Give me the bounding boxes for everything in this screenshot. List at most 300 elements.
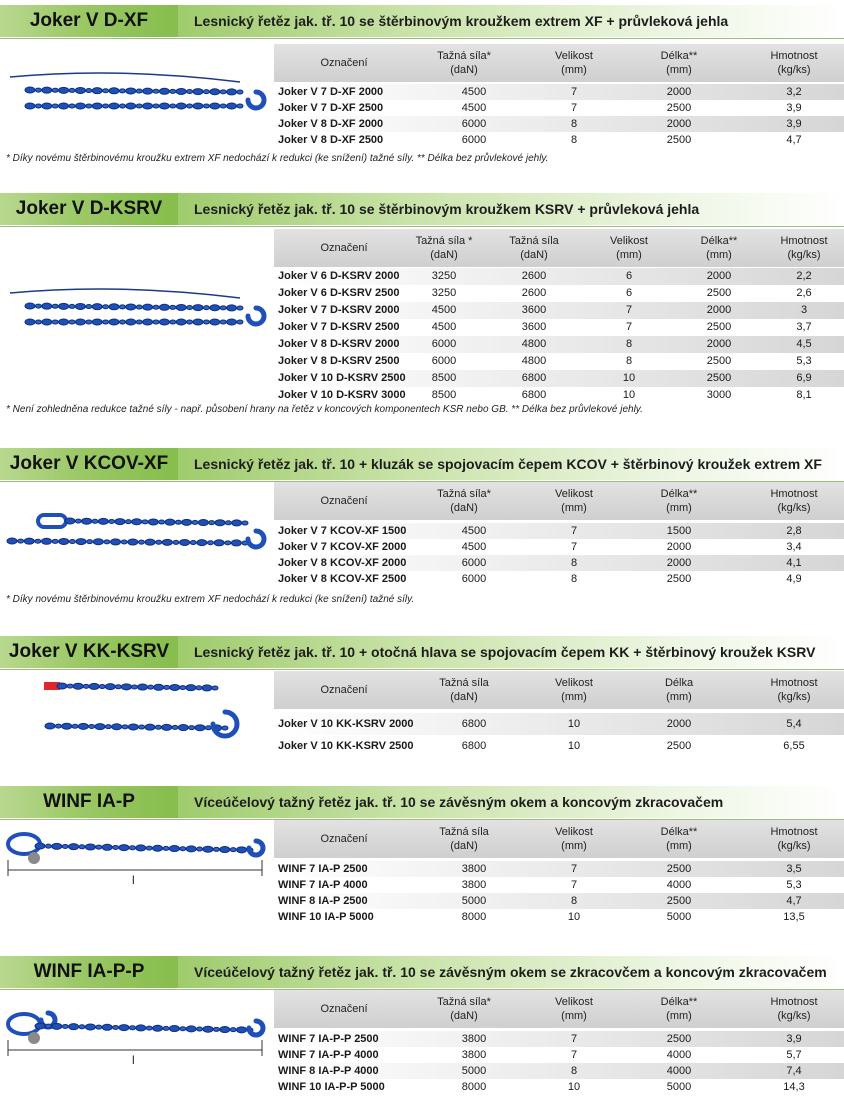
chain-link (213, 847, 219, 851)
table-cell: 6800 (461, 718, 487, 730)
table-row (274, 523, 844, 539)
column-header (629, 990, 729, 1028)
chain-link (143, 304, 153, 310)
column-header (294, 671, 394, 709)
chain-link (75, 87, 85, 93)
chain-link (187, 90, 193, 94)
table-row (274, 571, 844, 587)
chain-link (148, 685, 154, 689)
chain-link (96, 1025, 102, 1029)
chain-link (119, 845, 129, 851)
column-header-label: Hmotnost (770, 826, 818, 838)
table-cell: 6000 (461, 118, 487, 130)
table-cell: 3,2 (786, 86, 802, 98)
table-cell: 2000 (666, 718, 692, 730)
table-cell: 3800 (461, 1049, 487, 1061)
product-code: Joker V 7 D-KSRV 2000 (278, 304, 400, 316)
table-row (274, 555, 844, 571)
table-row (274, 268, 844, 285)
product-badge: WINF IA-P (0, 786, 178, 818)
column-header (524, 820, 624, 858)
table-cell: 6000 (461, 134, 487, 146)
product-code: WINF 7 IA-P-P 4000 (278, 1049, 379, 1061)
table-cell: 2000 (666, 118, 692, 130)
table-cell: 7 (570, 86, 578, 98)
chain-link (119, 305, 125, 309)
table-cell: 2500 (666, 134, 692, 146)
table-row (274, 353, 844, 370)
chain-link (230, 1028, 236, 1032)
chain-link (35, 320, 41, 324)
chain-link (65, 518, 75, 524)
column-header (414, 671, 514, 709)
chain-link (62, 723, 72, 729)
column-header-label: Hmotnost (770, 488, 818, 500)
chain-link (225, 521, 231, 525)
table-cell: 2500 (666, 573, 692, 585)
chain-link (113, 845, 119, 849)
chain-link (85, 844, 95, 850)
table-cell: 5000 (461, 1065, 487, 1077)
table-cell: 5,7 (786, 1049, 802, 1061)
chain-link (213, 1027, 219, 1031)
column-header-label: Označení (320, 833, 368, 845)
chain-link (187, 104, 193, 108)
table-cell: 8000 (461, 1081, 487, 1093)
column-header-label: Délka** (660, 488, 698, 500)
section-title: Lesnický řetěz jak. tř. 10 + kluzák se spojovacím čepem KCOV + štěrbinový kroužek extrem XF (194, 456, 822, 472)
chain-link (176, 88, 186, 94)
section-title: Lesnický řetěz jak. tř. 10 + otočná hlava se spojovacím čepem KK + štěrbinový kroužek KSRV (194, 644, 816, 660)
column-header-label: Délka** (660, 826, 698, 838)
column-header-unit: (daN) (520, 249, 548, 261)
chain-link (210, 103, 220, 109)
chain-link (75, 319, 85, 325)
product-code: Joker V 7 D-XF 2000 (278, 86, 384, 98)
chain-link (227, 319, 237, 325)
chain-link (197, 540, 207, 546)
chain-link (148, 519, 158, 525)
chain-link (52, 104, 58, 108)
chain-link (45, 723, 55, 729)
chain-link (45, 844, 51, 848)
table-cell: 10 (567, 911, 581, 923)
chain-link (99, 685, 105, 689)
chain-link (59, 319, 69, 325)
table-cell: 7 (570, 525, 578, 537)
table-row (274, 132, 844, 148)
chain-link (119, 320, 125, 324)
chain-link (126, 88, 136, 94)
table-cell: 7 (625, 304, 633, 316)
hook-icon (248, 531, 264, 547)
chain-link (180, 686, 186, 690)
chain-link (136, 1025, 146, 1031)
chain-link (237, 90, 243, 94)
chain-link (159, 319, 169, 325)
chain-link (121, 684, 131, 690)
section-header (0, 636, 844, 668)
product-code: Joker V 8 D-XF 2500 (278, 134, 384, 146)
chain-link (146, 846, 152, 850)
chain-link (75, 303, 85, 309)
product-code: Joker V 10 D-KSRV 2500 (278, 372, 406, 384)
chain-link (35, 104, 41, 108)
section-header (0, 5, 844, 37)
table-row (274, 1063, 844, 1079)
table-cell: 2500 (666, 740, 692, 752)
table-cell: 8500 (431, 389, 457, 401)
column-header-unit: (kg/ks) (777, 502, 811, 514)
column-header (754, 229, 844, 267)
chain-link (89, 683, 99, 689)
chain-link (210, 319, 220, 325)
chain-link (153, 320, 159, 324)
column-header-unit: (daN) (450, 502, 478, 514)
chain-link (203, 1026, 213, 1032)
product-code: WINF 7 IA-P 2500 (278, 863, 368, 875)
chain-link (45, 1024, 51, 1028)
product-image (0, 676, 270, 756)
column-header-label: Délka** (660, 996, 698, 1008)
chain-link (111, 539, 121, 545)
column-header-label: Tažná síla (509, 235, 559, 247)
chain-link (176, 304, 186, 310)
chain-link (131, 685, 137, 689)
table-cell: 4,5 (796, 338, 812, 350)
column-header-label: Velikost (555, 826, 593, 838)
column-header (294, 820, 394, 858)
chain-link (197, 1027, 203, 1031)
table-cell: 6800 (461, 740, 487, 752)
chain-link (113, 1025, 119, 1029)
chain-link (25, 303, 35, 309)
table-cell: 3,9 (786, 102, 802, 114)
chain-link (180, 539, 190, 545)
chain-link (169, 1026, 179, 1032)
table-row (274, 877, 844, 893)
chain-link (55, 724, 61, 728)
chain-link (79, 845, 85, 849)
table-cell: 5000 (666, 911, 692, 923)
chain-link (203, 846, 213, 852)
chain-link (42, 319, 52, 325)
chain-link (163, 846, 169, 850)
chain-link (136, 320, 142, 324)
table-cell: 10 (567, 740, 581, 752)
chain-link (186, 846, 196, 852)
chain-link (86, 320, 92, 324)
table-cell: 4000 (666, 1049, 692, 1061)
chain-link (153, 845, 163, 851)
table-cell: 7,4 (786, 1065, 802, 1077)
table-cell: 8 (570, 1065, 578, 1077)
table-row (274, 84, 844, 100)
table-cell: 13,5 (783, 911, 805, 923)
table-cell: 8500 (431, 372, 457, 384)
table-header (274, 482, 844, 520)
chain-link (136, 89, 142, 93)
table-cell: 3600 (521, 321, 547, 333)
table-cell: 3,9 (786, 1033, 802, 1045)
chain-link (143, 103, 153, 109)
table-cell: 2500 (706, 372, 732, 384)
table-row (274, 116, 844, 132)
chain-link (35, 88, 41, 92)
column-header (629, 44, 729, 82)
column-header-label: Délka** (700, 235, 738, 247)
chain-link (92, 88, 102, 94)
dimension-label: l (132, 1053, 135, 1067)
chain-link (89, 724, 95, 728)
column-header (294, 990, 394, 1028)
column-header-unit: (daN) (450, 840, 478, 852)
product-code: Joker V 6 D-KSRV 2000 (278, 270, 400, 282)
column-header-label: Označení (320, 242, 368, 254)
chain-link (42, 103, 52, 109)
chain-link (145, 724, 155, 730)
needle-wire (10, 289, 240, 298)
chain-link (225, 541, 231, 545)
table-cell: 3,5 (786, 863, 802, 875)
table-cell: 4000 (666, 1065, 692, 1077)
product-code: Joker V 7 KCOV-XF 1500 (278, 525, 407, 537)
column-header-unit: (kg/ks) (777, 840, 811, 852)
section-title: Víceúčelový tažný řetěz jak. tř. 10 se závěsným okem a koncovým zkracovačem (194, 794, 724, 810)
chain-link (176, 103, 186, 109)
chain-link (193, 103, 203, 109)
table-cell: 4500 (461, 86, 487, 98)
table-cell: 3250 (431, 270, 457, 282)
column-header-unit: (daN) (430, 249, 458, 261)
chain-link (155, 725, 161, 729)
column-header (524, 482, 624, 520)
column-header (404, 229, 484, 267)
chain-link (52, 88, 58, 92)
product-section (0, 636, 844, 786)
section-header (0, 193, 844, 225)
chain-link (143, 88, 153, 94)
table-row (274, 539, 844, 555)
table-cell: 3800 (461, 863, 487, 875)
chain-link (69, 88, 75, 92)
table-cell: 2500 (666, 102, 692, 114)
table-cell: 2000 (706, 338, 732, 350)
chain-link (121, 540, 127, 544)
master-link-icon (8, 834, 40, 854)
chain-link (187, 320, 193, 324)
chain-link (178, 725, 188, 731)
table-cell: 7 (570, 879, 578, 891)
chain-link (227, 89, 237, 95)
product-code: Joker V 10 D-KSRV 3000 (278, 389, 406, 401)
chain-link (112, 724, 122, 730)
chain-link (103, 320, 109, 324)
chain-link (209, 521, 215, 525)
table-cell: 6800 (521, 389, 547, 401)
section-header (0, 448, 844, 480)
table-row (274, 1079, 844, 1095)
chain-link (190, 541, 196, 545)
column-header (294, 44, 394, 82)
chain-link (25, 87, 35, 93)
column-header-unit: (mm) (666, 1010, 692, 1022)
product-code: Joker V 7 D-KSRV 2500 (278, 321, 400, 333)
product-code: Joker V 6 D-KSRV 2500 (278, 287, 400, 299)
table-cell: 2500 (706, 287, 732, 299)
table-cell: 2500 (706, 321, 732, 333)
product-image (0, 1006, 270, 1096)
table-cell: 4500 (431, 304, 457, 316)
chain-link (198, 520, 208, 526)
product-code: Joker V 8 D-KSRV 2000 (278, 338, 400, 350)
table-cell: 2500 (666, 1033, 692, 1045)
chain-link (42, 87, 52, 93)
table-cell: 6000 (431, 355, 457, 367)
chain-link (115, 685, 121, 689)
product-code: Joker V 8 D-XF 2000 (278, 118, 384, 130)
chain-link (237, 847, 247, 853)
divider (0, 226, 844, 227)
chain-link (109, 519, 115, 523)
table-row (274, 861, 844, 877)
column-header-label: Tažná síla * (415, 235, 473, 247)
chain-link (52, 843, 62, 849)
chain-link (119, 1025, 129, 1031)
table-cell: 8 (625, 338, 633, 350)
chain-link (86, 305, 92, 309)
column-header-label: Velikost (610, 235, 648, 247)
table-cell: 3250 (431, 287, 457, 299)
column-header-label: Označení (320, 684, 368, 696)
chain-link (103, 305, 109, 309)
needle-wire (10, 73, 240, 82)
chain-link (203, 90, 209, 94)
chain-link (52, 320, 58, 324)
table-row (274, 285, 844, 302)
column-header-label: Hmotnost (770, 50, 818, 62)
product-code: Joker V 10 KK-KSRV 2000 (278, 718, 414, 730)
chain-link (231, 540, 241, 546)
table-cell: 3800 (461, 1033, 487, 1045)
chain-link (153, 305, 159, 309)
chain-link (197, 847, 203, 851)
chain-link (42, 303, 52, 309)
column-header (579, 229, 679, 267)
chain-link (212, 686, 218, 690)
table-cell: 2000 (706, 270, 732, 282)
table-cell: 3 (800, 304, 808, 316)
product-code: Joker V 8 KCOV-XF 2000 (278, 557, 407, 569)
table-cell: 8 (625, 355, 633, 367)
section-header (0, 786, 844, 818)
table-cell: 3800 (461, 879, 487, 891)
chain-link (92, 319, 102, 325)
chain-link (163, 1026, 169, 1030)
shortener-icon (28, 1032, 40, 1044)
table-cell: 4500 (461, 525, 487, 537)
table-cell: 14,3 (783, 1081, 805, 1093)
chain-link (230, 848, 236, 852)
table-cell: 8 (570, 134, 578, 146)
chain-link (119, 104, 125, 108)
column-header (724, 671, 844, 709)
table-cell: 2500 (666, 895, 692, 907)
table-cell: 7 (570, 863, 578, 875)
chain-link (78, 723, 88, 729)
chain-link (35, 843, 45, 849)
chain-link (153, 104, 159, 108)
chain-link (62, 1024, 68, 1028)
product-code: WINF 8 IA-P-P 4000 (278, 1065, 379, 1077)
chain-link (69, 304, 75, 308)
chain-link (159, 304, 169, 310)
table-cell: 7 (625, 321, 633, 333)
product-section (0, 786, 844, 936)
table-cell: 4,9 (786, 573, 802, 585)
column-header-label: Délka (664, 677, 694, 689)
table-cell: 8000 (461, 911, 487, 923)
chain-link (220, 320, 226, 324)
chain-link (170, 305, 176, 309)
chain-link (93, 539, 103, 545)
chain-link (220, 1027, 230, 1033)
product-section (0, 956, 844, 1106)
chain-link (227, 305, 237, 311)
table-cell: 8 (570, 573, 578, 585)
table-cell: 4,7 (786, 895, 802, 907)
table-cell: 7 (570, 102, 578, 114)
table-cell: 1500 (666, 525, 692, 537)
chain-link (196, 686, 202, 690)
chain-link (73, 683, 83, 689)
column-header-label: Hmotnost (780, 235, 828, 247)
column-header (414, 44, 514, 82)
footnote: * Není zohledněna redukce tažné síly - např. působení hrany na řetěz v koncových komponentech KSR nebo GB. ** Délka bez průvlekové jehly. (6, 404, 643, 415)
chain-link (170, 320, 176, 324)
product-code: Joker V 8 D-KSRV 2500 (278, 355, 400, 367)
table-cell: 8,1 (796, 389, 812, 401)
table-cell: 2,6 (796, 287, 812, 299)
column-header-label: Tažná síla (439, 826, 489, 838)
chain-link (105, 684, 115, 690)
chain-link (82, 518, 92, 524)
chain-link (220, 847, 230, 853)
chain-link (215, 520, 225, 526)
product-code: Joker V 7 KCOV-XF 2000 (278, 541, 407, 553)
table-cell: 6 (625, 270, 633, 282)
chain-link (214, 540, 224, 546)
product-code: Joker V 10 KK-KSRV 2500 (278, 740, 414, 752)
chain-link (122, 725, 128, 729)
chain-link (165, 519, 175, 525)
chain-link (227, 103, 237, 109)
chain-link (172, 725, 178, 729)
chain-link (220, 104, 226, 108)
chain-link (126, 103, 136, 109)
divider (0, 669, 844, 670)
table-row (274, 1031, 844, 1047)
chain-link (153, 1025, 163, 1031)
product-code: WINF 10 IA-P 5000 (278, 911, 374, 923)
chain-link (128, 724, 138, 730)
hook-icon (249, 1021, 263, 1035)
table-cell: 6,55 (783, 740, 805, 752)
column-header-unit: (mm) (666, 691, 692, 703)
hook-icon (213, 712, 237, 736)
chain-link (103, 89, 109, 93)
product-image (0, 62, 270, 122)
